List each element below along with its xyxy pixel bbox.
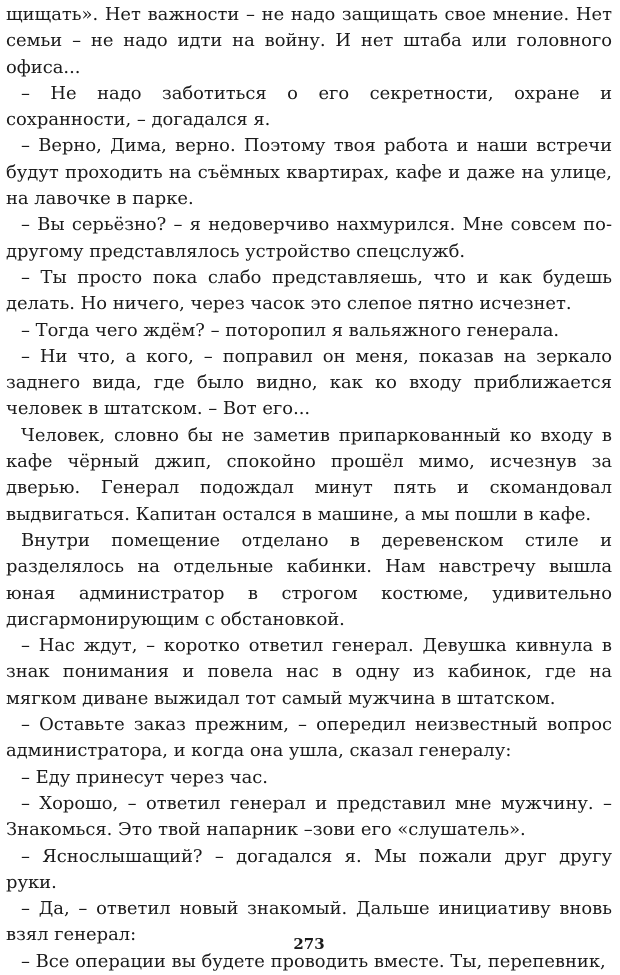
paragraph: – Ни что, а кого, – поправил он меня, показав на зеркало заднего вида, где было видно, как ко входу приближается человек в штатском. – Вот его... [6, 345, 612, 420]
paragraph: Человек, словно бы не заметив припаркованный ко входу в кафе чёрный джип, спокойно прошёл мимо, исчезнув за дверью. Генерал подождал минут пять и скомандовал выдвигаться. Капитан остался в машине, а мы пошли в кафе. [6, 424, 612, 525]
paragraph: – Верно, Дима, верно. Поэтому твоя работа и наши встречи будут проходить на съёмных квартирах, кафе и даже на улице, на лавочке в парке. [6, 135, 612, 210]
paragraph: щищать». Нет важности – не надо защищать свое мнение. Нет семьи – не надо идти на войну. И нет штаба или головного офиса... [6, 4, 612, 78]
paragraph: Внутри помещение отделано в деревенском стиле и разделялось на отдельные кабинки. Нам навстречу вышла юная администратор в строгом костюме, удивительно дисгармонирующим с обстановкой. [6, 529, 612, 630]
body-text [6, 2, 612, 975]
paragraph: – Вы серьёзно? – я недоверчиво нахмурился. Мне совсем по-другому представлялось устройство спецслужб. [6, 214, 612, 262]
paragraph: – Нас ждут, – коротко ответил генерал. Девушка кивнула в знак понимания и повела нас в одну из кабинок, где на мягком диване выжидал тот самый мужчина в штатском. [6, 635, 612, 709]
paragraph: – Не надо заботиться о его секретности, охране и сохранности, – догадался я. [6, 82, 612, 131]
paragraph: – Все операции вы будете проводить вместе. Ты, перепевник, [21, 950, 606, 972]
page-number: 273 [293, 935, 325, 953]
paragraph: – Еду принесут через час. [21, 766, 268, 788]
paragraph: – Ты просто пока слабо представляешь, что и как будешь делать. Но ничего, через часок это слепое пятно исчезнет. [6, 266, 612, 315]
paragraph: – Яснослышащий? – догадался я. Мы пожали друг другу руки. [6, 845, 612, 893]
paragraph: – Тогда чего ждём? – поторопил я вальяжного генерала. [21, 319, 560, 341]
paragraph: – Хорошо, – ответил генерал и представил мне мужчину. – Знакомься. Это твой напарник –зови его «слушатель». [6, 792, 612, 841]
book-page [6, 0, 612, 972]
paragraph: – Да, – ответил новый знакомый. Дальше инициативу вновь взял генерал: [6, 898, 612, 946]
paragraph: – Оставьте заказ прежним, – опередил неизвестный вопрос администратора, и когда она ушла, сказал генералу: [6, 714, 612, 762]
